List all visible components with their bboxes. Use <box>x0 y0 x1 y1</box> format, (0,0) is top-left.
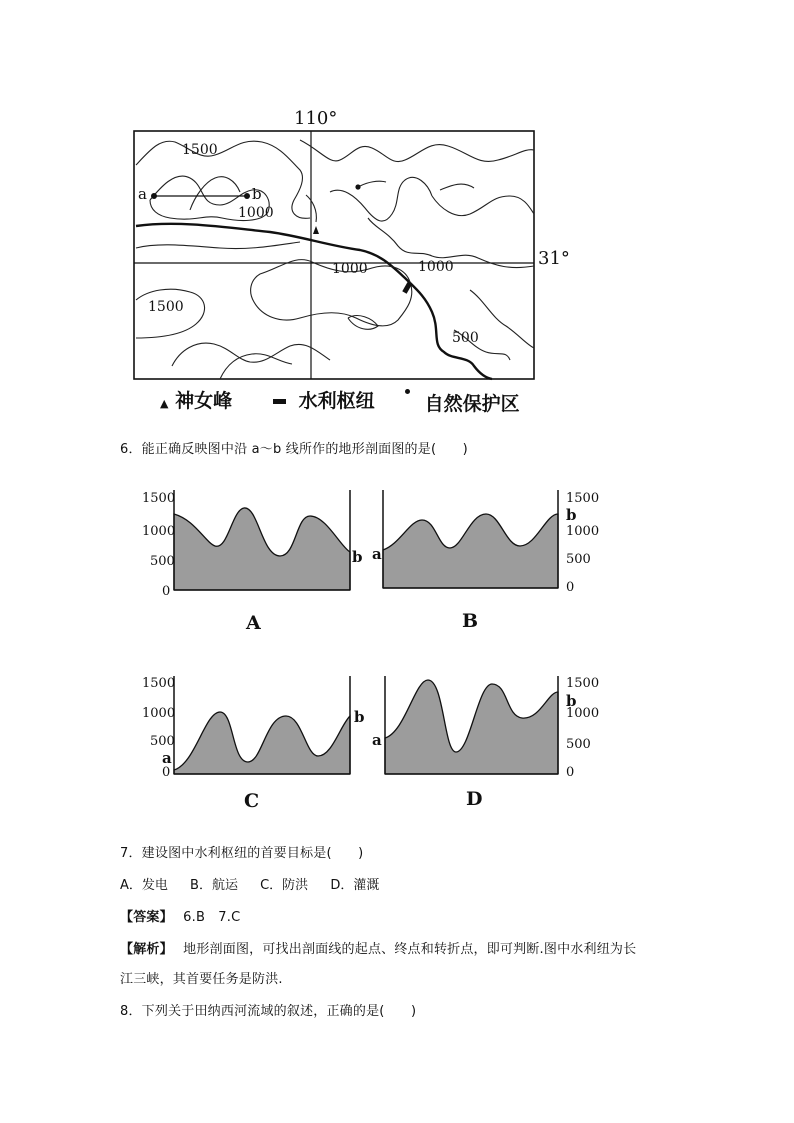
peak-symbol <box>313 226 319 234</box>
profile-d-ytick: 500 <box>566 737 591 752</box>
profile-d <box>385 676 558 774</box>
answer-line <box>120 906 240 925</box>
profile-a-label: A <box>246 612 261 634</box>
legend-dam-label: 水利枢纽 <box>298 390 375 412</box>
analysis-tag: 【解析】 <box>120 942 173 957</box>
profile-c-terrain <box>174 712 350 774</box>
profile-a-terrain <box>174 508 350 590</box>
question-6: 6．能正确反映图中沿 a～b 线所作的地形剖面图的是( ) <box>120 442 468 457</box>
question-8: 8．下列关于田纳西河流域的叙述，正确的是( ) <box>120 1004 417 1019</box>
profile-d-ytick: 1000 <box>566 706 600 721</box>
profile-d-label: D <box>466 788 483 810</box>
profile-d-terrain <box>385 680 558 774</box>
profile-c <box>174 676 350 774</box>
latitude-label: 31° <box>538 248 570 269</box>
legend-dam <box>273 386 375 413</box>
profile-a-ytick: 0 <box>162 584 171 599</box>
analysis-text-1: 地形剖面图，可找出剖面线的起点、终点和转折点，即可判断.图中水利纽为长 <box>183 942 637 957</box>
profile-b-label: B <box>462 610 479 632</box>
q7-options <box>120 874 397 893</box>
profile-c-label: C <box>244 790 260 812</box>
point-a-dot <box>151 193 157 199</box>
profile-b-ytick: 0 <box>566 580 575 595</box>
contour-label: 1500 <box>182 142 218 158</box>
profile-c-ytick: 0 <box>162 765 171 780</box>
contour-label: 1000 <box>238 205 274 221</box>
answer-text: 6.B 7.C <box>183 910 241 925</box>
profile-d-ytick: 0 <box>566 765 575 780</box>
profile-charts <box>0 480 794 810</box>
profile-c-ytick: 1000 <box>142 706 176 721</box>
profile-b-terrain <box>383 514 558 588</box>
contour-label: 1000 <box>418 259 454 275</box>
profile-a-b-label: b <box>352 548 363 566</box>
contour-label: 1000 <box>332 261 368 277</box>
profile-b-a-label: a <box>372 545 382 563</box>
dam-legend-icon <box>273 399 286 404</box>
profile-d-ytick: 1500 <box>566 676 600 691</box>
profile-a-ytick: 1000 <box>142 524 176 539</box>
analysis-line-2: 江三峡，其首要任务是防洪. <box>120 972 283 987</box>
reserve-symbol <box>355 184 360 189</box>
profile-b-ytick: 1500 <box>566 491 600 506</box>
profile-c-a-label: a <box>162 749 172 767</box>
legend-peak-label: 神女峰 <box>175 390 233 412</box>
peak-legend-icon: ▲ <box>160 397 169 410</box>
profile-b-ytick: 1000 <box>566 524 600 539</box>
profile-c-ytick: 500 <box>150 734 175 749</box>
profile-b-ytick: 500 <box>566 552 591 567</box>
contour-label: 500 <box>452 330 479 346</box>
point-b-dot <box>244 193 250 199</box>
q7-option-b: B．航运 <box>190 878 238 893</box>
point-b-label: b <box>252 185 262 203</box>
longitude-label: 110° <box>294 108 338 129</box>
analysis-line-1 <box>120 938 636 957</box>
reserve-legend-icon <box>405 389 410 394</box>
legend-peak <box>160 386 232 413</box>
contour-map <box>0 0 794 420</box>
contour-label: 1500 <box>148 299 184 315</box>
profile-d-a-label: a <box>372 731 382 749</box>
legend-reserve <box>405 389 520 416</box>
legend-reserve-label: 自然保护区 <box>424 393 520 415</box>
profile-a-ytick: 500 <box>150 554 175 569</box>
profile-b-b-label: b <box>566 506 577 524</box>
answer-tag: 【答案】 <box>120 910 173 925</box>
q7-option-a: A．发电 <box>120 878 168 893</box>
profile-c-b-label: b <box>354 708 365 726</box>
q7-option-d: D．灌溉 <box>330 878 380 893</box>
point-a-label: a <box>138 185 147 203</box>
question-7: 7．建设图中水利枢纽的首要目标是( ) <box>120 846 364 861</box>
profile-b <box>383 490 558 588</box>
river <box>136 224 492 379</box>
map-drawing <box>0 0 794 420</box>
profile-a <box>174 490 350 590</box>
dam-symbol <box>402 282 412 294</box>
q7-option-c: C．防洪 <box>260 878 309 893</box>
profile-d-b-label: b <box>566 692 577 710</box>
profile-c-ytick: 1500 <box>142 676 176 691</box>
profile-a-ytick: 1500 <box>142 491 176 506</box>
